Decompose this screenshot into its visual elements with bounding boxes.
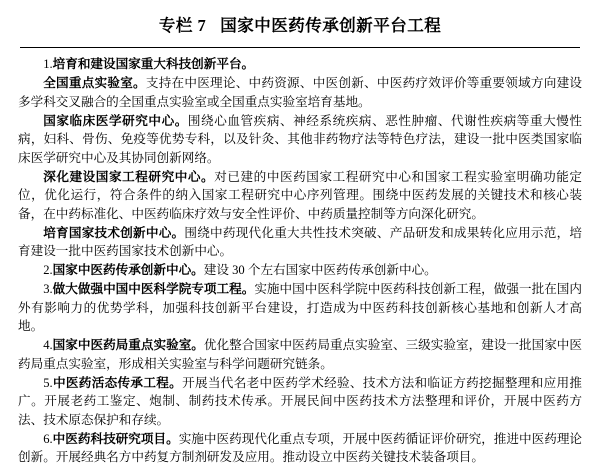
paragraph: [18, 55, 582, 74]
title-divider: [20, 47, 580, 48]
paragraph-text: 围绕心血管疾病、神经系统疾病、恶性肿瘤、代谢性疾病等重大慢性病，妇科、骨伤、免疫等优势专科，以及针灸、其他非药物疗法等特色疗法，建设一批中医类国家临床医学研究中心及其协同创新网络。: [18, 113, 583, 165]
document-body: [18, 55, 582, 467]
paragraph-text: 围绕中药现代化重大共性技术突破、产品研发和成果转化应用示范，培育建设一批中医药国家技术创新中心。: [18, 225, 583, 258]
paragraph-lead: 培育和建设国家重大科技创新平台。: [52, 57, 255, 71]
paragraph-text: 开展当代名老中医药学术经验、技术方法和临证方药挖掘整理和应用推广。开展老药工鉴定、炮制、制药技术传承。开展民间中医药技术方法整理和评价，开展中医药方法、技术原态保护和存续。: [18, 375, 583, 427]
paragraph: [18, 112, 582, 168]
paragraph-lead: 做大做强中国中医科学院专项工程。: [52, 282, 255, 296]
paragraph-number: 6.: [43, 431, 53, 446]
paragraph-lead: 国家中医药传承创新中心。: [52, 263, 204, 277]
paragraph-lead: 深化建设国家工程研究中心。: [43, 169, 215, 184]
paragraph-number: 2.: [43, 263, 53, 277]
paragraph: [18, 280, 582, 336]
page-title: [18, 8, 582, 42]
paragraph-text: 实施中医药现代化重点专项，开展中医药循证评价研究，推进中医药理论创新。开展经典名方中药复方制剂研发及应用。推动设立中医药关键技术装备项目。: [18, 431, 583, 464]
paragraph-text: 支持在中医理论、中药资源、中医创新、中医药疗效评价等重要领域方向建设多学科交叉融合的全国重点实验室或全国重点实验室培育基地。: [18, 76, 583, 109]
paragraph: [18, 430, 582, 467]
title-line: [18, 12, 582, 36]
paragraph-lead: 国家中医药局重点实验室。: [52, 338, 204, 352]
paragraph-number: 5.: [43, 375, 53, 390]
paragraph-lead: 国家临床医学研究中心。: [43, 113, 188, 128]
paragraph-number: 3.: [43, 282, 53, 296]
paragraph: [18, 336, 582, 373]
paragraph-number: 1.: [43, 57, 53, 71]
paragraph: [18, 74, 582, 111]
paragraph-number: 4.: [43, 338, 53, 352]
paragraph-text: 建设 30 个左右国家中医药传承创新中心。: [203, 263, 437, 277]
paragraph: [18, 224, 582, 261]
paragraph-text: 实施中国中医科学院中医药科技创新工程，做强一批在国内外有影响力的优势学科，加强科技创新平台建设，打造成为中医药科技创新核心基地和创新人才高地。: [18, 282, 583, 333]
paragraph-text: 对已建的中医药国家工程研究中心和国家工程实验室明确功能定位，优化运行，符合条件的纳入国家工程研究中心序列管理。围绕中医药发展的关键技术和核心装备，在中药标准化、中医药临床疗效与安全性评价、中药质量控制等方向深化研究。: [18, 169, 583, 221]
paragraph: [18, 168, 582, 224]
title-text: 国家中医药传承创新平台工程: [220, 16, 442, 35]
paragraph-lead: 中医药科技研究项目。: [52, 431, 179, 446]
paragraph-lead: 全国重点实验室。: [43, 76, 146, 90]
paragraph-lead: 中医药活态传承工程。: [52, 375, 183, 390]
paragraph-lead: 培育国家技术创新中心。: [43, 225, 185, 240]
title-label: 专栏 7: [158, 16, 207, 35]
paragraph: [18, 261, 582, 280]
paragraph: [18, 374, 582, 430]
paragraph-text: 优化整合国家中医药局重点实验室、三级实验室，建设一批国家中医药局重点实验室，形成相关实验室与科学问题研究链条。: [18, 338, 583, 371]
